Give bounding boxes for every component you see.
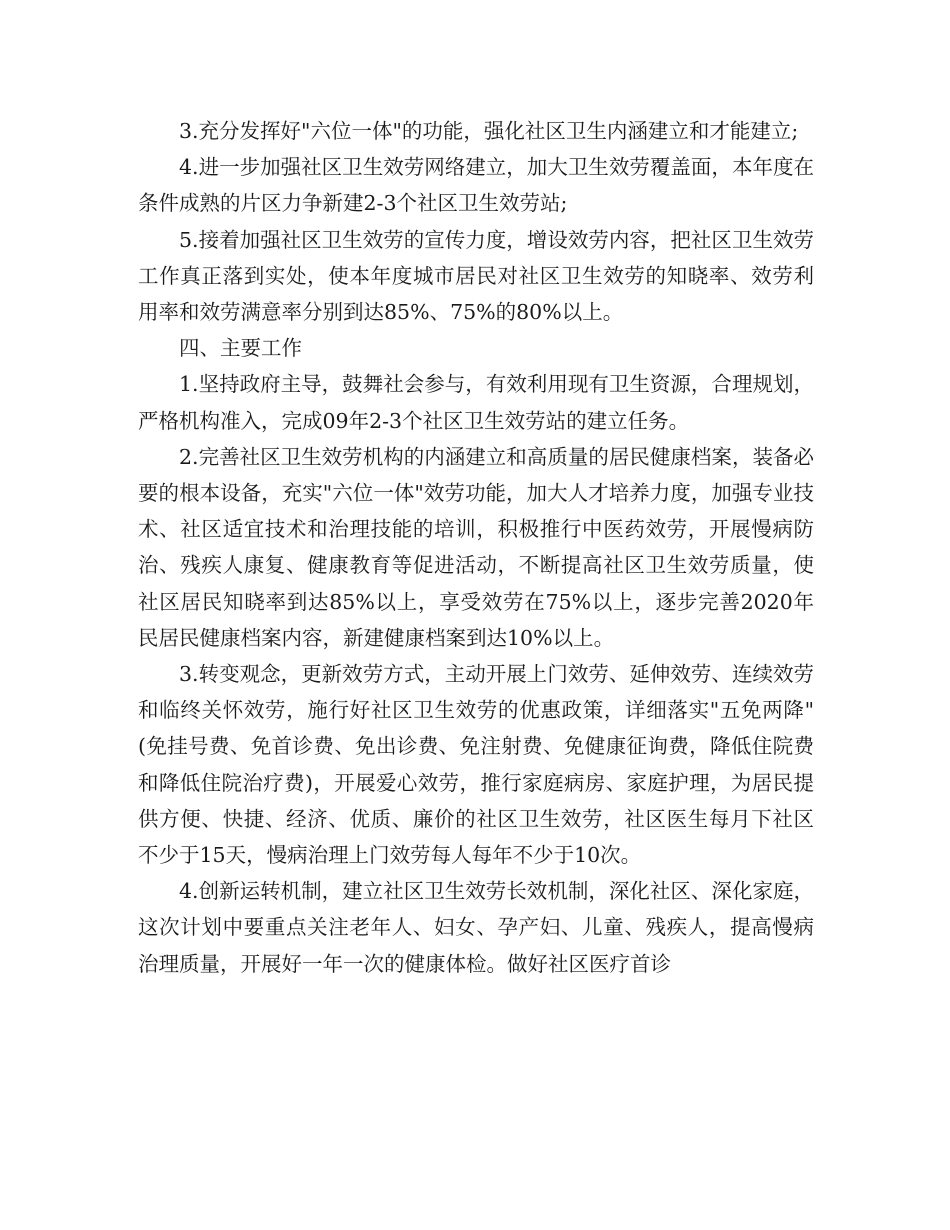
work-item-2: 2.完善社区卫生效劳机构的内涵建立和高质量的居民健康档案，装备必要的根本设备，充实"六位一体"效劳功能，加大人才培养力度，加强专业技术、社区适宜技术和治理技能的培训，积极推行中医药效劳，开展慢病防治、残疾人康复、健康教育等促进活动，不断提高社区卫生效劳质量，使社区居民知晓率到达85%以上，享受效劳在75%以上，逐步完善2020年民居民健康档案内容，新建健康档案到达10%以上。 <box>138 444 814 650</box>
work-item-1: 1.坚持政府主导，鼓舞社会参与，有效利用现有卫生资源，合理规划，严格机构准入，完成09年2-3个社区卫生效劳站的建立任务。 <box>138 372 814 433</box>
work-item-3: 3.转变观念，更新效劳方式，主动开展上门效劳、延伸效劳、连续效劳和临终关怀效劳，施行好社区卫生效劳的优惠政策，详细落实"五免两降"(免挂号费、免首诊费、免出诊费、免注射费、免健康征询费，降低住院费和降低住院治疗费)，开展爱心效劳，推行家庭病房、家庭护理，为居民提供方便、快捷、经济、优质、廉价的社区卫生效劳，社区医生每月下社区不少于15天，慢病治理上门效劳每人每年不少于10次。 <box>138 662 814 868</box>
paragraph-item-4: 4.进一步加强社区卫生效劳网络建立，加大卫生效劳覆盖面，本年度在条件成熟的片区力争新建2-3个社区卫生效劳站; <box>138 155 814 216</box>
paragraph-item-3: 3.充分发挥好"六位一体"的功能，强化社区卫生内涵建立和才能建立; <box>179 119 799 143</box>
document-body <box>138 113 814 982</box>
section-heading-main-work: 四、主要工作 <box>179 336 302 361</box>
work-item-4: 4.创新运转机制，建立社区卫生效劳长效机制，深化社区、深化家庭，这次计划中要重点关注老年人、妇女、孕产妇、儿童、残疾人，提高慢病治理质量，开展好一年一次的健康体检。做好社区医疗首诊 <box>138 879 814 976</box>
paragraph-item-5: 5.接着加强社区卫生效劳的宣传力度，增设效劳内容，把社区卫生效劳工作真正落到实处，使本年度城市居民对社区卫生效劳的知晓率、效劳利用率和效劳满意率分别到达85%、75%的80%以上。 <box>138 227 814 325</box>
